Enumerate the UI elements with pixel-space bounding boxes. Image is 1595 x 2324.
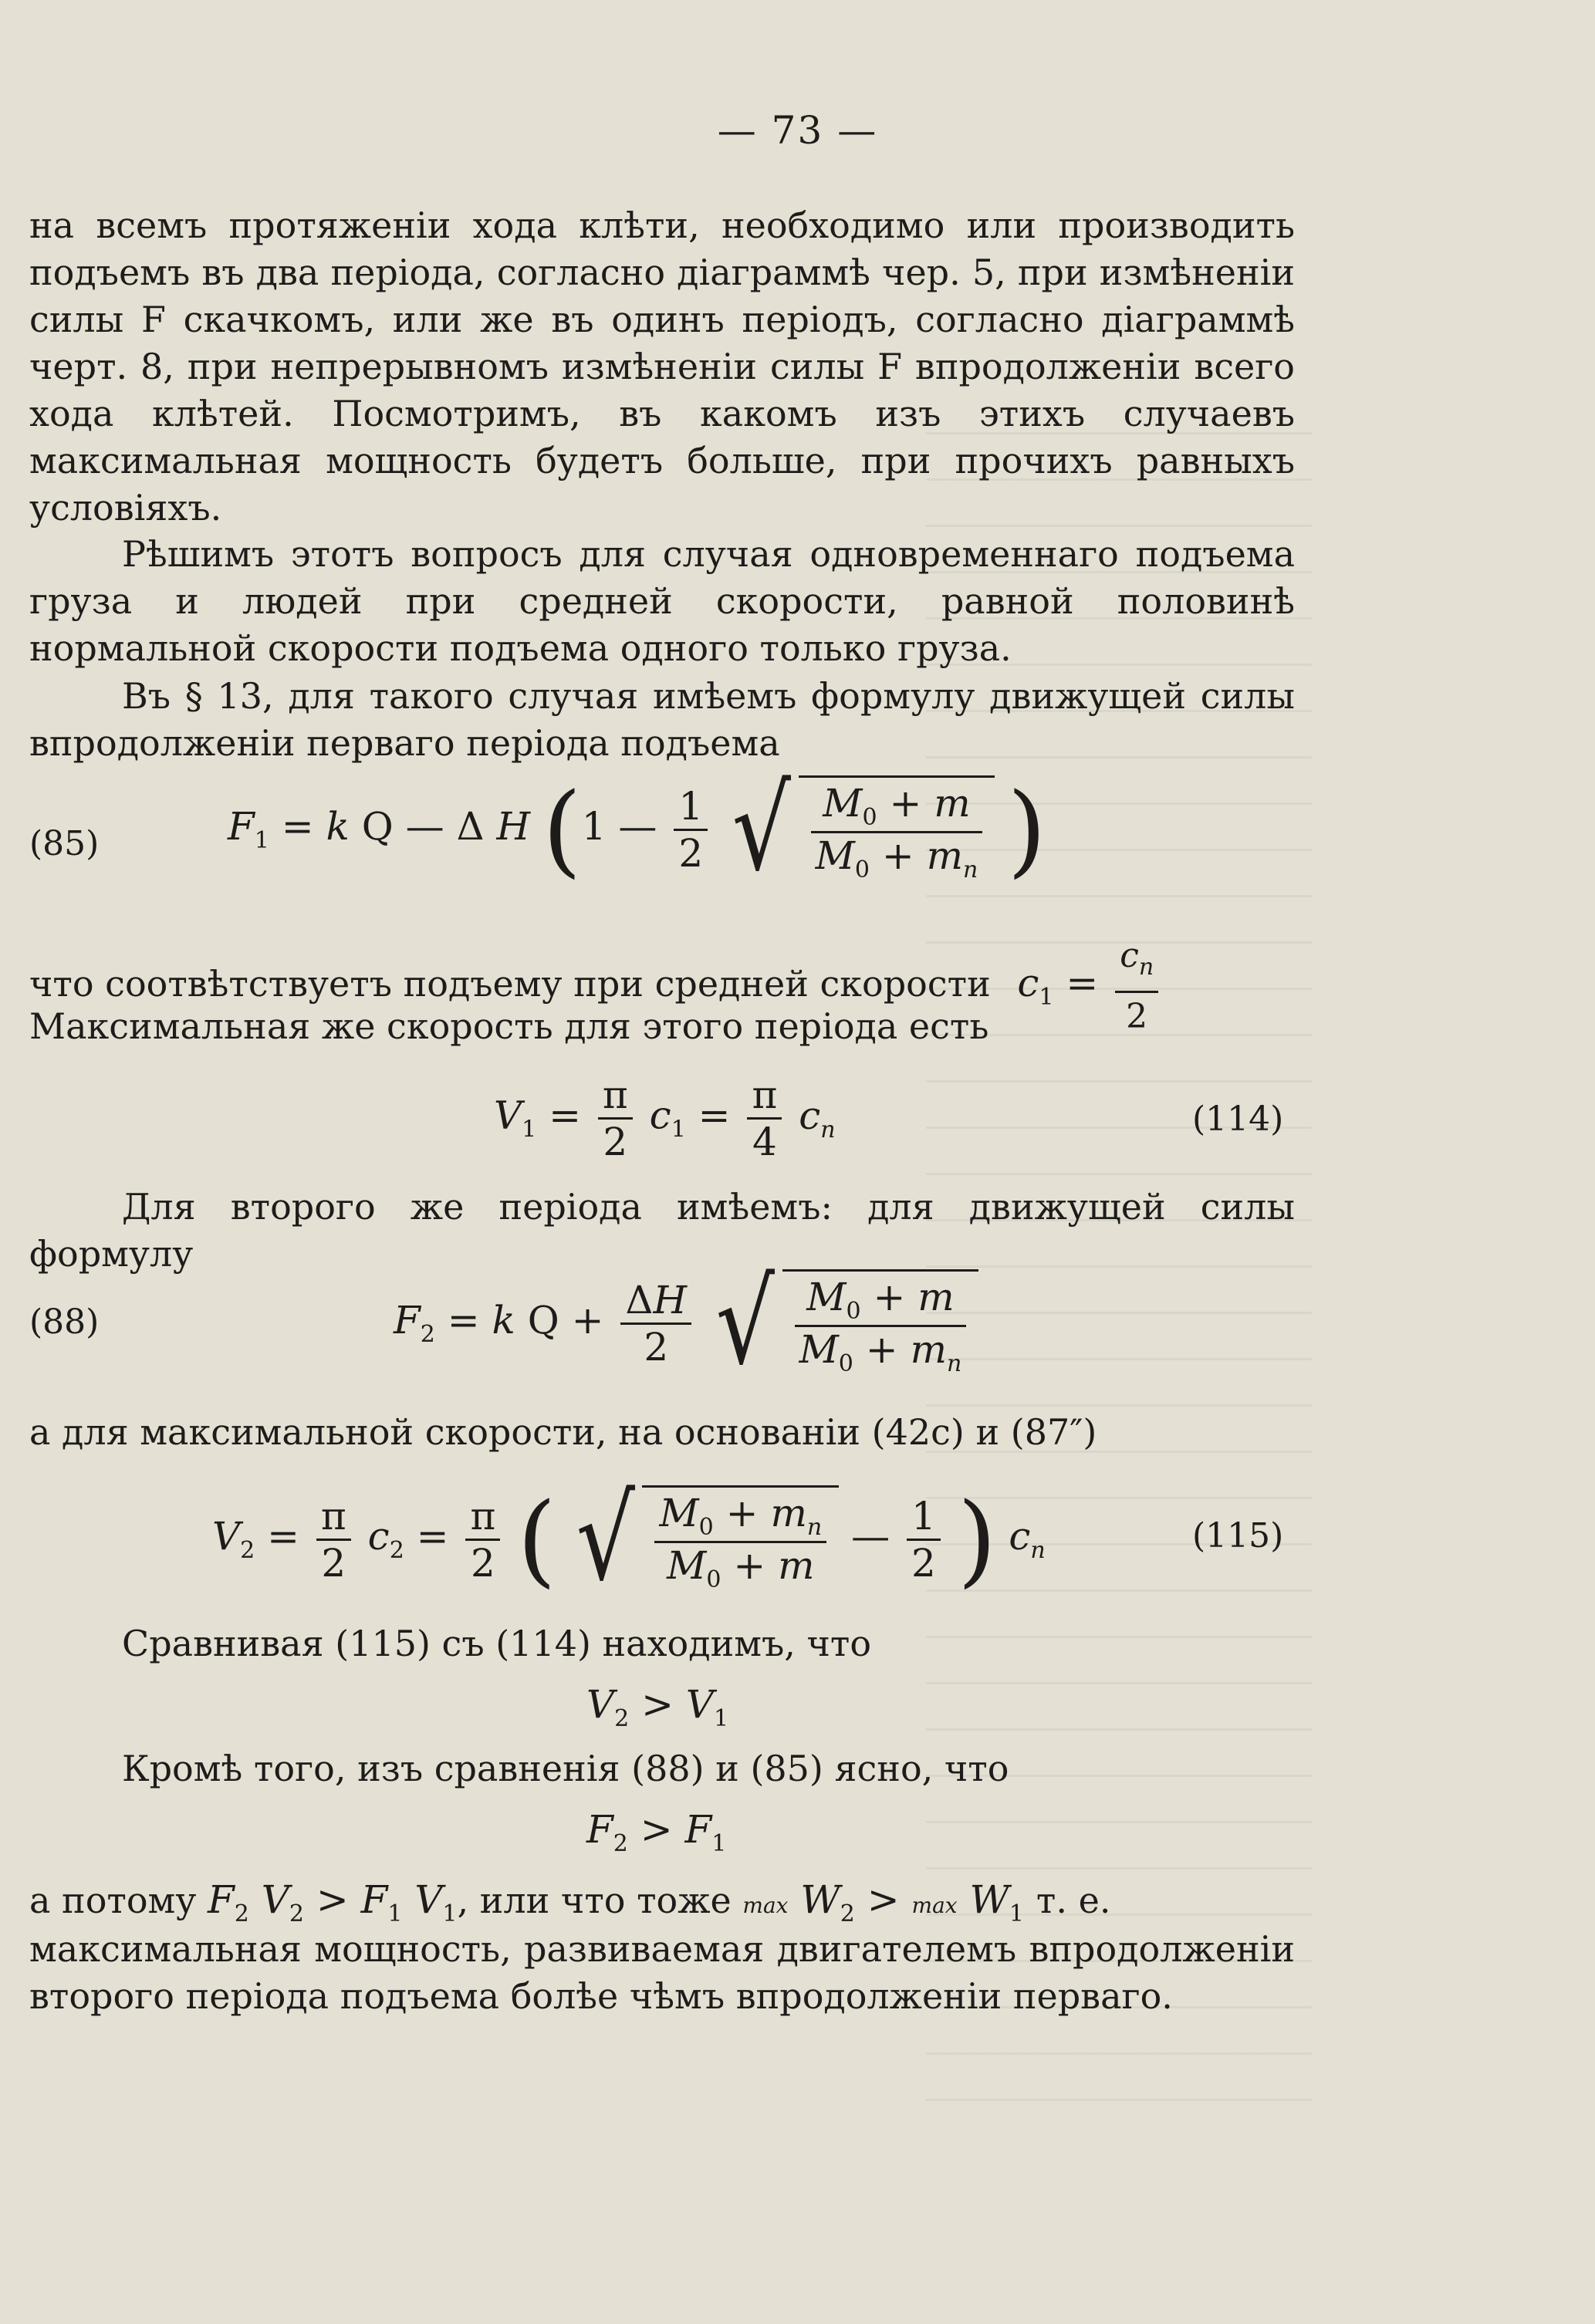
paragraph-1: на всемъ протяженіи хода клѣти, необходимо или производить подъемъ въ два періода, согласно діаграммѣ чер. 5, при измѣненіи силы F скачкомъ, или же въ одинъ періодъ, согласно діаграммѣ черт. 8, при непрерывномъ измѣненіи силы F впродолженіи всего хода клѣтей. Посмотримъ, въ какомъ изъ этихъ случаевъ максимальная мощность будетъ больше, при прочихъ равныхъ условіяхъ. [29, 204, 1295, 529]
page-number: — 73 — [717, 108, 878, 153]
inequality-f2-f1: $F_2 > F_1$ [586, 1807, 727, 1857]
paragraph-10-continued: максимальная мощность, развиваемая двигателемъ впродолженіи второго періода подъема болѣе чѣмъ впродолженіи перваго. [29, 1928, 1295, 2017]
inequality-v2-v1: $V_2 > V_1$ [586, 1682, 729, 1732]
equation-number-88: (88) [29, 1302, 100, 1342]
paragraph-2: Рѣшимъ этотъ вопросъ для случая одновременнаго подъема груза и людей при средней скорости, равной половинѣ нормальной скорости подъема одного только груза. [29, 533, 1295, 669]
paragraph-6: Для второго же періода имѣемъ: для движущей силы формулу [29, 1186, 1295, 1275]
paragraph-5: Максимальная же скорость для этого періода есть [29, 1005, 989, 1047]
equation-114: $V_1$ = $\frac{\pi}{2}$ $c_1$ = $\frac{\pi}{4}$ $c_n$ [494, 1072, 836, 1164]
paragraph-4: что соотвѣтствуетъ подъему при средней скорости [29, 962, 991, 1005]
equation-85: $F_1 = k$ Q — Δ H (1 — $\frac{1}{2}$ √ $\frac{M_0 + m}{M_0 + m_n}$ ) [228, 762, 1046, 897]
equation-115: $V_2$ = $\frac{\pi}{2}$ $c_2$ = $\frac{\pi}{2}$ ( √ $\frac{M_0 + m_n}{M_0 + m}$ — $\frac{1}{2}$ ) $c_n$ [212, 1472, 1046, 1606]
paragraph-7: а для максимальной скорости, на основаніи (42c) и (87″) [29, 1411, 1097, 1453]
equation-number-115: (115) [1192, 1516, 1284, 1556]
paragraph-10-end: т. е. [1036, 1880, 1111, 1921]
paragraph-3: Въ § 13, для такого случая имѣемъ формулу движущей силы впродолженіи перваго періода подъема [29, 675, 1295, 764]
equation-number-85: (85) [29, 824, 100, 863]
paragraph-9: Кромѣ того, изъ сравненія (88) и (85) ясно, что [122, 1748, 1009, 1789]
paragraph-10-mid: , или что тоже [457, 1880, 732, 1921]
equation-number-114: (114) [1192, 1100, 1284, 1139]
equation-88: $F_2 = k$ Q + $\frac{\Delta H}{2}$ √ $\frac{M_0 + m}{M_0 + m_n}$ [394, 1265, 978, 1381]
paragraph-10-line: а потому $F_2$ $V_2 > F_1$ $V_1$, или что тоже $\max W_2 > \max W_1$ т. е. [29, 1877, 1111, 1927]
paragraph-8: Сравнивая (115) съ (114) находимъ, что [122, 1623, 872, 1664]
paragraph-4-line: что соотвѣтствуетъ подъему при средней скорости $c_1$ = $\frac{c_n}{2}$ [29, 932, 1295, 1040]
paragraph-10-start: а потому [29, 1880, 197, 1921]
